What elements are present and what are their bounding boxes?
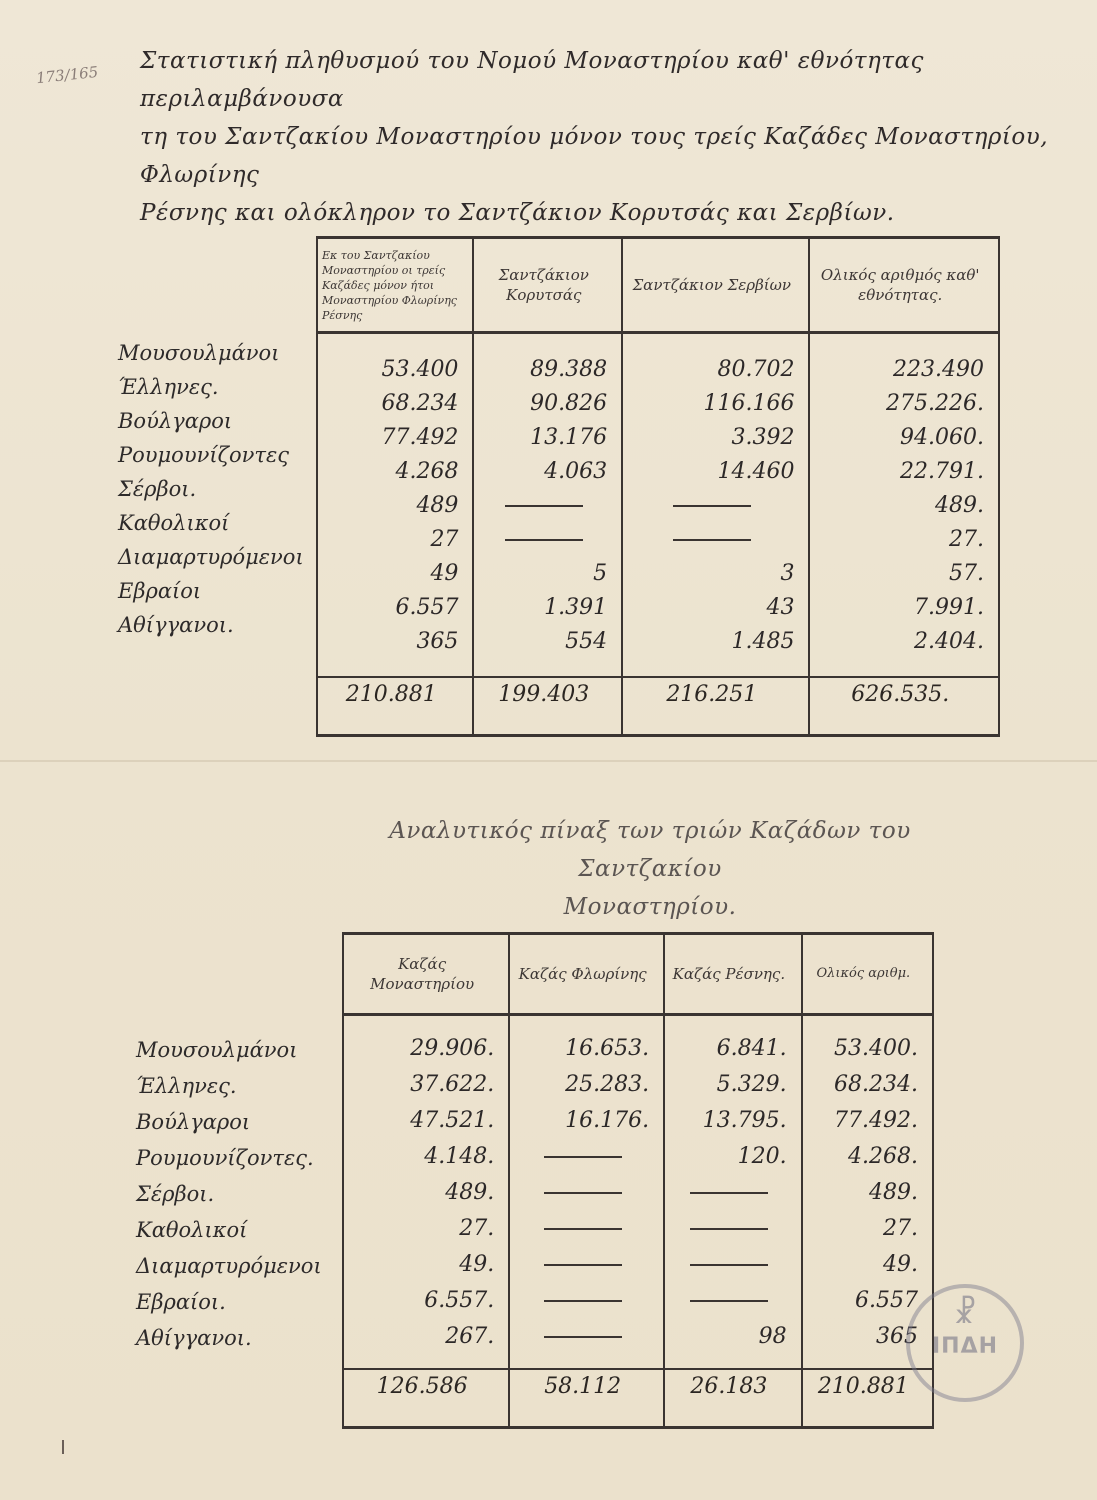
table-cell: 4.268. bbox=[802, 1138, 933, 1174]
spacer-cell bbox=[664, 1015, 801, 1031]
spacer-cell bbox=[509, 1015, 664, 1031]
table1-row-labels bbox=[118, 336, 304, 642]
row-label: Βούλγαροι bbox=[136, 1110, 251, 1134]
table-cell: 1.391 bbox=[473, 590, 622, 624]
spacer-cell bbox=[343, 1015, 509, 1031]
table-cell: 116.166 bbox=[622, 386, 809, 420]
empty-dash-cell bbox=[473, 488, 622, 522]
dash-line bbox=[544, 1336, 622, 1338]
empty-dash-cell bbox=[509, 1138, 664, 1174]
table-header-row bbox=[343, 934, 933, 1015]
table-cell: 80.702 bbox=[622, 352, 809, 386]
dash-line bbox=[544, 1264, 622, 1266]
table-row bbox=[343, 1210, 933, 1246]
spacer-cell bbox=[809, 658, 999, 677]
table-cell: 5 bbox=[473, 556, 622, 590]
spacer-cell bbox=[317, 333, 473, 353]
column-header: Ολικός αριθμ. bbox=[802, 934, 933, 1015]
table-cell: 5.329. bbox=[664, 1066, 801, 1102]
table-cell: 43 bbox=[622, 590, 809, 624]
table-cell: 120. bbox=[664, 1138, 801, 1174]
table-cell: 57. bbox=[809, 556, 999, 590]
table-cell: 365 bbox=[802, 1318, 933, 1354]
row-label: Μουσουλμάνοι bbox=[136, 1038, 298, 1062]
heading-line: Στατιστική πληθυσμού του Νομού Μοναστηρίου καθ' εθνότητας περιλαμβάνουσα bbox=[140, 48, 924, 112]
dash-line bbox=[505, 505, 583, 507]
total-cell: 58.112 bbox=[509, 1369, 664, 1428]
row-label: Αθίγγανοι. bbox=[136, 1326, 252, 1350]
empty-dash-cell bbox=[664, 1210, 801, 1246]
table-cell: 3.392 bbox=[622, 420, 809, 454]
sub-heading bbox=[350, 812, 950, 926]
table-cell: 22.791. bbox=[809, 454, 999, 488]
population-table-sanjaks bbox=[316, 236, 1000, 737]
row-label: Έλληνες. bbox=[118, 375, 219, 399]
spacer-cell bbox=[622, 658, 809, 677]
table-cell: 27 bbox=[317, 522, 473, 556]
table-row bbox=[343, 1102, 933, 1138]
total-cell: 210.881 bbox=[802, 1369, 933, 1428]
row-label: Καθολικοί bbox=[118, 511, 230, 535]
table-cell: 47.521. bbox=[343, 1102, 509, 1138]
empty-dash-cell bbox=[509, 1318, 664, 1354]
row-label: Διαμαρτυρόμενοι bbox=[118, 545, 304, 569]
table-row bbox=[343, 1246, 933, 1282]
empty-dash-cell bbox=[664, 1246, 801, 1282]
empty-dash-cell bbox=[509, 1174, 664, 1210]
table-cell: 37.622. bbox=[343, 1066, 509, 1102]
sub-heading-line: Αναλυτικός πίναξ των τριών Καζάδων του Σαντζακίου bbox=[389, 818, 911, 882]
table-cell: 27. bbox=[802, 1210, 933, 1246]
table-row bbox=[343, 1030, 933, 1066]
empty-dash-cell bbox=[664, 1174, 801, 1210]
empty-dash-cell bbox=[509, 1282, 664, 1318]
dash-line bbox=[673, 505, 751, 507]
table-header-row bbox=[317, 238, 999, 333]
table-cell: 223.490 bbox=[809, 352, 999, 386]
dash-line bbox=[690, 1264, 768, 1266]
column-header: Σαντζάκιον Σερβίων bbox=[622, 238, 809, 333]
table-cell: 68.234. bbox=[802, 1066, 933, 1102]
spacer-cell bbox=[802, 1015, 933, 1031]
column-header: Καζάς Ρέσνης. bbox=[664, 934, 801, 1015]
table-cell: 13.176 bbox=[473, 420, 622, 454]
table-cell: 49 bbox=[317, 556, 473, 590]
spacer-cell bbox=[317, 658, 473, 677]
dash-line bbox=[673, 539, 751, 541]
row-label: Εβραίοι. bbox=[136, 1290, 226, 1314]
row-label: Ρουμουνίζοντες. bbox=[136, 1146, 314, 1170]
dash-line bbox=[544, 1228, 622, 1230]
table-cell: 89.388 bbox=[473, 352, 622, 386]
column-header: Καζάς Φλωρίνης bbox=[509, 934, 664, 1015]
dash-line bbox=[690, 1300, 768, 1302]
table-cell: 1.485 bbox=[622, 624, 809, 658]
table-cell: 98 bbox=[664, 1318, 801, 1354]
spacer-cell bbox=[664, 1354, 801, 1369]
total-cell: 626.535. bbox=[809, 677, 999, 736]
seal-letters: ΙΠΔΗ bbox=[931, 1334, 999, 1359]
table-row bbox=[317, 590, 999, 624]
row-label: Σέρβοι. bbox=[136, 1182, 215, 1206]
table-body bbox=[317, 333, 999, 736]
table-cell: 3 bbox=[622, 556, 809, 590]
spacer-cell bbox=[622, 333, 809, 353]
row-label: Σέρβοι. bbox=[118, 477, 197, 501]
table-cell: 27. bbox=[809, 522, 999, 556]
row-label: Βούλγαροι bbox=[118, 409, 233, 433]
table-row bbox=[317, 624, 999, 658]
table-row bbox=[317, 352, 999, 386]
table-cell: 49. bbox=[802, 1246, 933, 1282]
table-cell: 275.226. bbox=[809, 386, 999, 420]
table-body bbox=[343, 1015, 933, 1428]
table-cell: 267. bbox=[343, 1318, 509, 1354]
archive-seal-stamp bbox=[906, 1284, 1024, 1402]
table-cell: 77.492 bbox=[317, 420, 473, 454]
sub-heading-line: Μοναστηρίου. bbox=[563, 894, 737, 920]
column-header: Σαντζάκιον Κορυτσάς bbox=[473, 238, 622, 333]
heading-line: τη του Σαντζακίου Μοναστηρίου μόνον τους τρείς Καζάδες Μοναστηρίου, Φλωρίνης bbox=[140, 124, 1049, 188]
total-cell: 210.881 bbox=[317, 677, 473, 736]
spacer-cell bbox=[473, 658, 622, 677]
table-row bbox=[317, 386, 999, 420]
row-label: Διαμαρτυρόμενοι bbox=[136, 1254, 322, 1278]
empty-dash-cell bbox=[664, 1282, 801, 1318]
document-heading bbox=[140, 42, 1080, 232]
table-cell: 68.234 bbox=[317, 386, 473, 420]
table-cell: 77.492. bbox=[802, 1102, 933, 1138]
table-row bbox=[317, 454, 999, 488]
table-row bbox=[343, 1174, 933, 1210]
dash-line bbox=[544, 1192, 622, 1194]
table-cell: 365 bbox=[317, 624, 473, 658]
row-label: Ρουμουνίζοντες bbox=[118, 443, 290, 467]
table-cell: 2.404. bbox=[809, 624, 999, 658]
total-cell: 216.251 bbox=[622, 677, 809, 736]
empty-dash-cell bbox=[509, 1210, 664, 1246]
spacer-row bbox=[317, 658, 999, 677]
table-cell: 6.557 bbox=[802, 1282, 933, 1318]
column-header: Ολικός αριθμός καθ' εθνότητας. bbox=[809, 238, 999, 333]
table-cell: 29.906. bbox=[343, 1030, 509, 1066]
totals-row bbox=[343, 1369, 933, 1428]
totals-row bbox=[317, 677, 999, 736]
heading-line: Ρέσνης και ολόκληρον το Σαντζάκιον Κορυτσάς και Σερβίων. bbox=[140, 200, 895, 226]
margin-mark bbox=[62, 1440, 64, 1454]
empty-dash-cell bbox=[509, 1246, 664, 1282]
table-cell: 16.653. bbox=[509, 1030, 664, 1066]
table-cell: 4.063 bbox=[473, 454, 622, 488]
spacer-cell bbox=[473, 333, 622, 353]
table-cell: 94.060. bbox=[809, 420, 999, 454]
table-cell: 489. bbox=[809, 488, 999, 522]
total-cell: 26.183 bbox=[664, 1369, 801, 1428]
dash-line bbox=[544, 1300, 622, 1302]
dash-line bbox=[544, 1156, 622, 1158]
empty-dash-cell bbox=[622, 488, 809, 522]
row-label: Εβραίοι bbox=[118, 579, 202, 603]
table-row bbox=[317, 522, 999, 556]
table-cell: 13.795. bbox=[664, 1102, 801, 1138]
dash-line bbox=[690, 1192, 768, 1194]
table-row bbox=[343, 1318, 933, 1354]
table-cell: 4.148. bbox=[343, 1138, 509, 1174]
table-cell: 53.400. bbox=[802, 1030, 933, 1066]
table-row bbox=[343, 1282, 933, 1318]
table-row bbox=[317, 488, 999, 522]
empty-dash-cell bbox=[473, 522, 622, 556]
table-cell: 27. bbox=[343, 1210, 509, 1246]
table-cell: 49. bbox=[343, 1246, 509, 1282]
row-label: Έλληνες. bbox=[136, 1074, 237, 1098]
table-cell: 7.991. bbox=[809, 590, 999, 624]
chi-rho-icon: ☧ bbox=[953, 1296, 977, 1331]
row-label: Καθολικοί bbox=[136, 1218, 248, 1242]
column-header: Καζάς Μοναστηρίου bbox=[343, 934, 509, 1015]
archive-number: 173/165 bbox=[35, 62, 100, 88]
spacer-cell bbox=[509, 1354, 664, 1369]
page-fold bbox=[0, 760, 1097, 762]
population-table-kazas bbox=[342, 932, 934, 1429]
column-header: Εκ του Σαντζακίου Μοναστηρίου οι τρείς Καζάδες μόνον ήτοι Μοναστηρίου Φλωρίνης Ρέσνης bbox=[317, 238, 473, 333]
spacer-cell bbox=[809, 333, 999, 353]
total-cell: 199.403 bbox=[473, 677, 622, 736]
spacer-cell bbox=[343, 1354, 509, 1369]
spacer-row bbox=[317, 333, 999, 353]
table-cell: 6.557 bbox=[317, 590, 473, 624]
table-cell: 6.557. bbox=[343, 1282, 509, 1318]
empty-dash-cell bbox=[622, 522, 809, 556]
dash-line bbox=[505, 539, 583, 541]
table2-row-labels bbox=[136, 1032, 322, 1356]
total-cell: 126.586 bbox=[343, 1369, 509, 1428]
row-label: Αθίγγανοι. bbox=[118, 613, 234, 637]
table-cell: 489. bbox=[802, 1174, 933, 1210]
table-row bbox=[317, 420, 999, 454]
table-row bbox=[343, 1066, 933, 1102]
table-row bbox=[317, 556, 999, 590]
spacer-row bbox=[343, 1015, 933, 1031]
table-cell: 489. bbox=[343, 1174, 509, 1210]
table-cell: 25.283. bbox=[509, 1066, 664, 1102]
table-cell: 6.841. bbox=[664, 1030, 801, 1066]
dash-line bbox=[690, 1228, 768, 1230]
table-cell: 14.460 bbox=[622, 454, 809, 488]
table-row bbox=[343, 1138, 933, 1174]
table-cell: 16.176. bbox=[509, 1102, 664, 1138]
table-cell: 489 bbox=[317, 488, 473, 522]
table-cell: 4.268 bbox=[317, 454, 473, 488]
table-cell: 90.826 bbox=[473, 386, 622, 420]
spacer-row bbox=[343, 1354, 933, 1369]
row-label: Μουσουλμάνοι bbox=[118, 341, 280, 365]
table-cell: 554 bbox=[473, 624, 622, 658]
table-cell: 53.400 bbox=[317, 352, 473, 386]
